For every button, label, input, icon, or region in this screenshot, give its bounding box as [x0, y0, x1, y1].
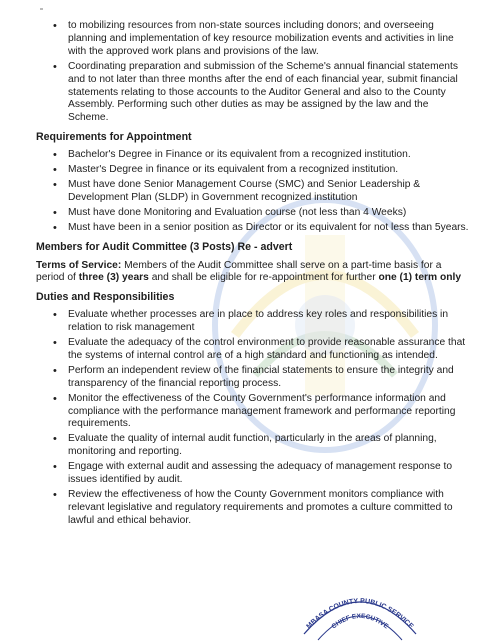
list-item: • Evaluate the adequacy of the control environment to provide reasonable assurance that the systems of internal control are of a high standard and functioning as intended. — [68, 337, 469, 363]
list-item: • Evaluate the quality of internal audit function, particularly in the areas of planning, monitoring and reporting. — [68, 433, 469, 459]
terms-label: Terms of Service: — [36, 259, 122, 271]
section1-list — [36, 20, 469, 125]
stamp-text: MBASA COUNTY PUBLIC SERVICE — [305, 597, 415, 631]
list-item: • Review the effectiveness of how the County Government monitors compliance with relevant legislative and regulatory requirements and promotes a culture committed to lawful and ethical behavior. — [68, 489, 469, 528]
list-item: • Must have done Senior Management Course (SMC) and Senior Leadership & Development Plan (SLDP) in Government recognized institution — [68, 179, 469, 205]
terms-text: and shall be eligible for re-appointment for further — [148, 272, 379, 284]
list-item: • Evaluate whether processes are in place to address key roles and responsibilities in relation to risk management — [68, 309, 469, 335]
list-item: • Master's Degree in finance or its equivalent from a recognized institution. — [68, 164, 469, 177]
duties-heading: Duties and Responsibilities — [36, 291, 175, 304]
list-item: • Bachelor's Degree in Finance or its equivalent from a recognized institution. — [68, 149, 469, 162]
terms-renewal: one (1) term only — [378, 272, 462, 284]
stamp-text: CHIEF EXECUTIVE — [330, 612, 390, 631]
list-item: • Coordinating preparation and submission of the Scheme's annual financial statements and to not later than three months after the end of each financial year, submit financial statements relating to those accounts to the Auditor General and also to the County Assembly. Performing such other duties as may be assigned by the law and the Scheme. — [68, 61, 469, 126]
list-item: • to mobilizing resources from non-state sources including donors; and overseeing planning and implementation of key resource mobilization events and activities in line with the approved work plans and provisions of the law. — [68, 20, 469, 59]
list-item: • Engage with external audit and assessing the adequacy of management response to issues identified by audit. — [68, 461, 469, 487]
terms-text: Members of the Audit Committee shall serve on a part-time basis for a period of — [36, 259, 442, 284]
list-item: • Must have been in a senior position as Director or its equivalent for not less than 5years. — [68, 222, 469, 235]
requirements-heading: Requirements for Appointment — [36, 131, 192, 144]
requirements-list — [36, 149, 469, 234]
audit-committee-heading: Members for Audit Committee (3 Posts) Re - advert — [36, 240, 293, 253]
list-item: • Monitor the effectiveness of the County Government's performance information and compliance with the performance management framework and performance reporting requirements. — [68, 393, 469, 432]
official-stamp — [300, 584, 420, 644]
terms-of-service — [36, 260, 469, 286]
list-item: • Must have done Monitoring and Evaluation course (not less than 4 Weeks) — [68, 207, 469, 220]
terms-period: three (3) years — [78, 272, 149, 284]
svg-text:CHIEF EXECUTIVE — [331, 613, 390, 631]
duties-list — [36, 309, 469, 528]
list-item: • Perform an independent review of the financial statements to ensure the integrity and transparency of the financial reporting process. — [68, 365, 469, 391]
